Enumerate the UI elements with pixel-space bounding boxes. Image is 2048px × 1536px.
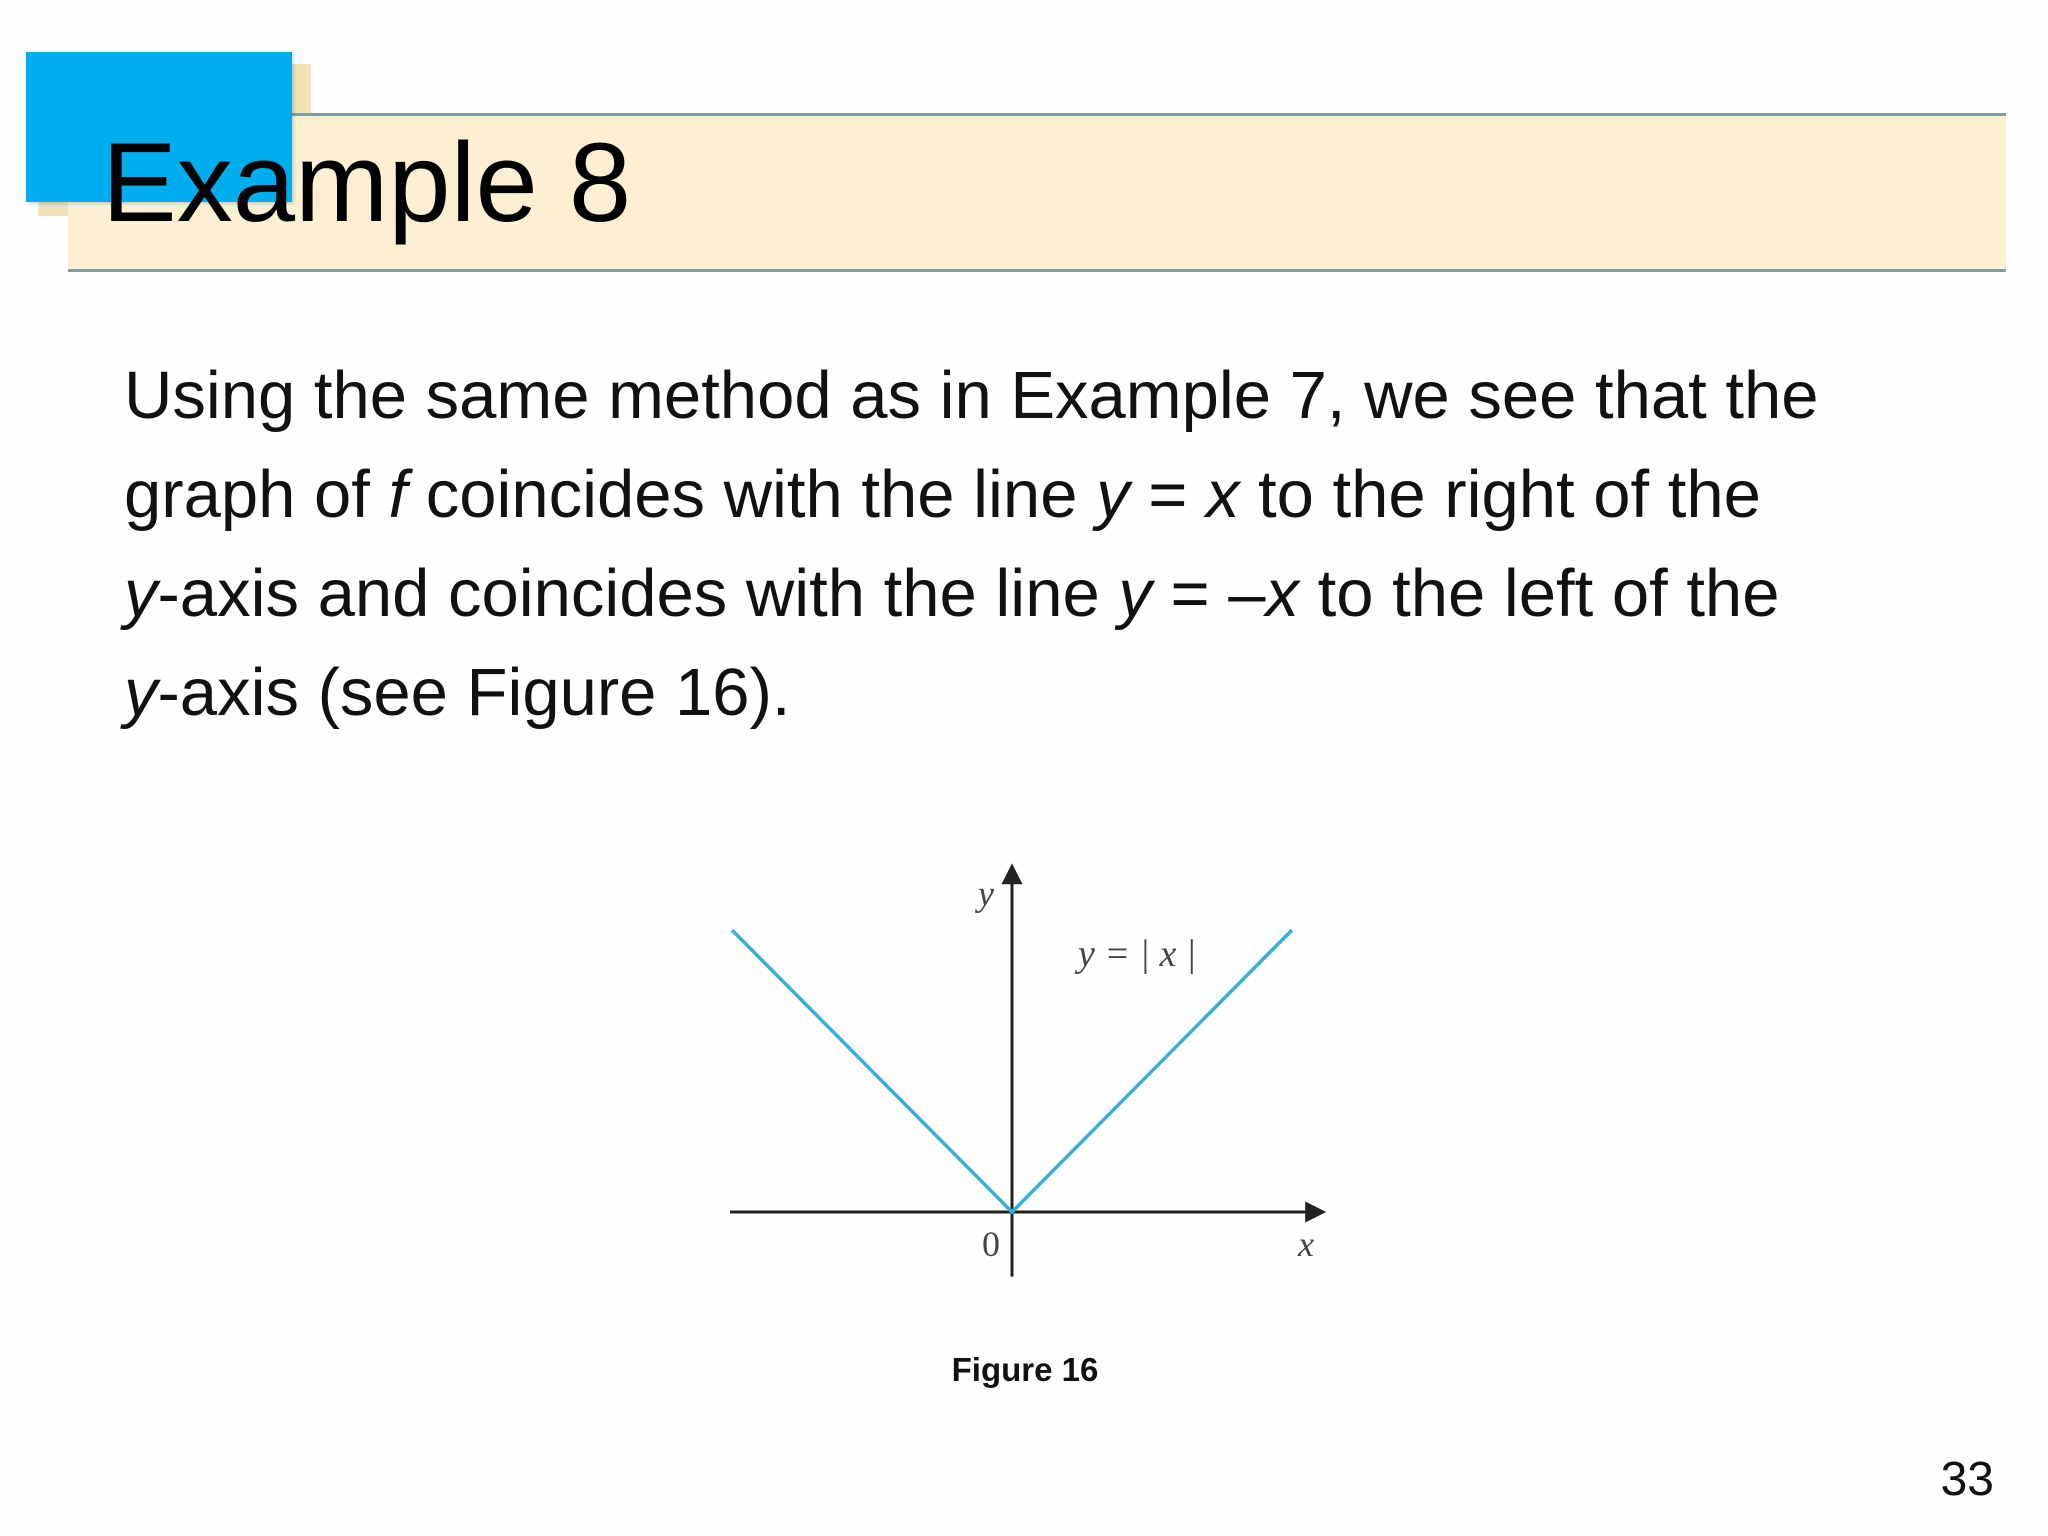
math-y: y (1096, 457, 1130, 532)
figure-16 (700, 830, 1360, 1310)
text-run: coincides with the line (407, 457, 1097, 532)
text-run: graph of (124, 457, 389, 532)
y-axis-label: y (978, 873, 994, 914)
slide-title: Example 8 (102, 120, 632, 245)
x-axis-label: x (1298, 1224, 1314, 1264)
body-line-2 (124, 445, 1924, 544)
body-line-4 (124, 643, 1924, 742)
math-y: y (1118, 556, 1152, 631)
math-x: x (1265, 556, 1299, 631)
math-f: f (388, 457, 408, 532)
text-run: to the left of the (1298, 556, 1780, 631)
text-run: -axis (see Figure 16). (157, 655, 791, 730)
math-y: y (124, 655, 158, 730)
body-paragraph (124, 346, 1924, 742)
math-y: y (124, 556, 158, 631)
math-x: x (1205, 457, 1240, 532)
text-run: = – (1151, 556, 1266, 631)
text-run: to the right of the (1239, 457, 1761, 532)
text-run: -axis and coincides with the line (157, 556, 1119, 631)
abs-value-graph (700, 830, 1360, 1310)
body-line-3 (124, 544, 1924, 643)
origin-label: 0 (982, 1224, 1000, 1264)
page-number: 33 (1940, 1453, 1994, 1506)
text-run: = (1129, 457, 1206, 532)
curve-label: y = | x | (1078, 933, 1197, 975)
figure-caption: Figure 16 (951, 1351, 1099, 1388)
body-line-1: Using the same method as in Example 7, we see that the (124, 358, 1819, 433)
